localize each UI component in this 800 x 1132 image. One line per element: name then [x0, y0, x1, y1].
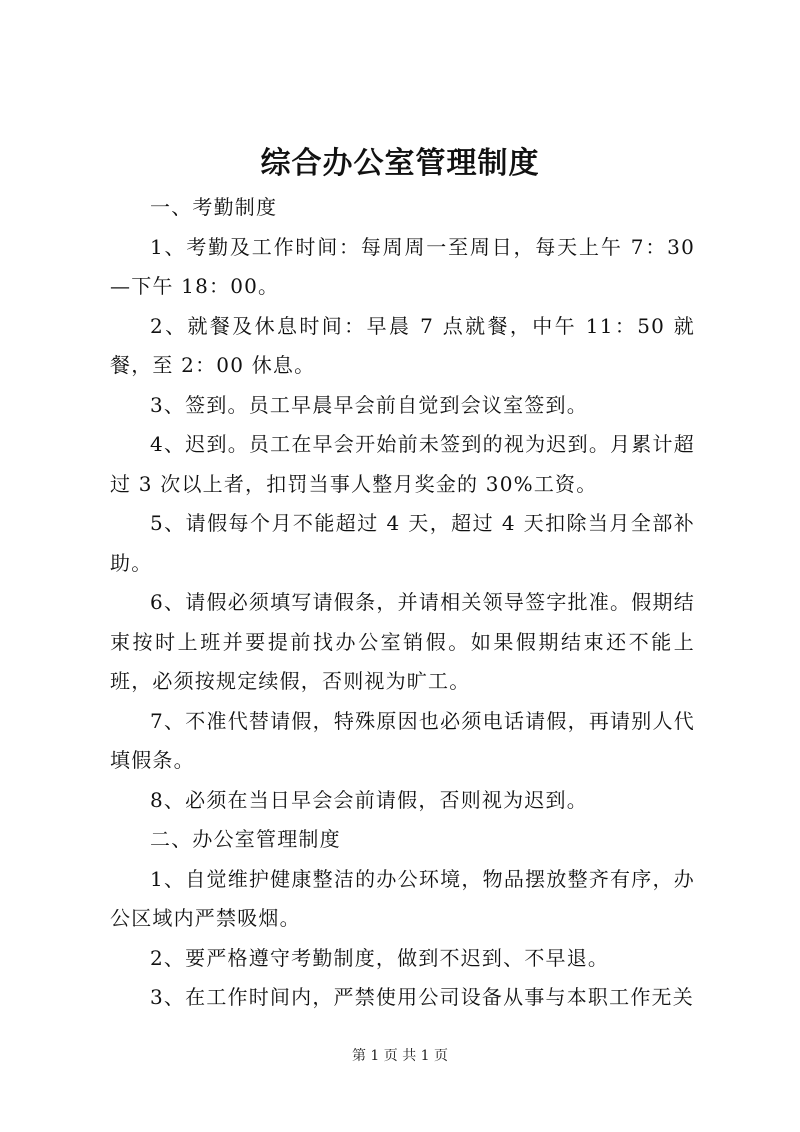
paragraph-meal-rest: 2、就餐及休息时间：早晨 7 点就餐，中午 11：50 就餐，至 2：00 休息。 — [110, 313, 695, 377]
paragraph-leave-deadline: 8、必须在当日早会会前请假，否则视为迟到。 — [150, 787, 588, 812]
paragraph-late: 4、迟到。员工在早会开始前未签到的视为迟到。月累计超过 3 次以上者，扣罚当事人整月奖金的 30%工资。 — [110, 432, 695, 496]
paragraph-equipment-use: 3、在工作时间内，严禁使用公司设备从事与本职工作无关 — [150, 985, 694, 1009]
page-footer: 第 1 页 共 1 页 — [351, 1048, 449, 1064]
section-heading-attendance: 一、考勤制度 — [150, 195, 278, 219]
paragraph-attendance-compliance: 2、要严格遵守考勤制度，做到不迟到、不早退。 — [150, 945, 610, 970]
paragraph-work-hours: 1、考勤及工作时间：每周周一至周日，每天上午 7：30—下午 18：00。 — [110, 234, 695, 298]
document-title: 综合办公室管理制度 — [260, 146, 540, 181]
paragraph-no-proxy-leave: 7、不准代替请假，特殊原因也必须电话请假，再请别人代填假条。 — [110, 708, 695, 772]
section-heading-office: 二、办公室管理制度 — [150, 827, 341, 851]
document-body — [110, 188, 695, 1018]
paragraph-sign-in: 3、签到。员工早晨早会前自觉到会议室签到。 — [150, 392, 588, 417]
paragraph-office-environment: 1、自觉维护健康整洁的办公环境，物品摆放整齐有序，办公区域内严禁吸烟。 — [110, 866, 695, 930]
paragraph-leave-procedure: 6、请假必须填写请假条，并请相关领导签字批准。假期结束按时上班并要提前找办公室销假。如果假期结束还不能上班，必须按规定续假，否则视为旷工。 — [110, 590, 695, 693]
paragraph-leave-limit: 5、请假每个月不能超过 4 天，超过 4 天扣除当月全部补助。 — [110, 511, 695, 575]
